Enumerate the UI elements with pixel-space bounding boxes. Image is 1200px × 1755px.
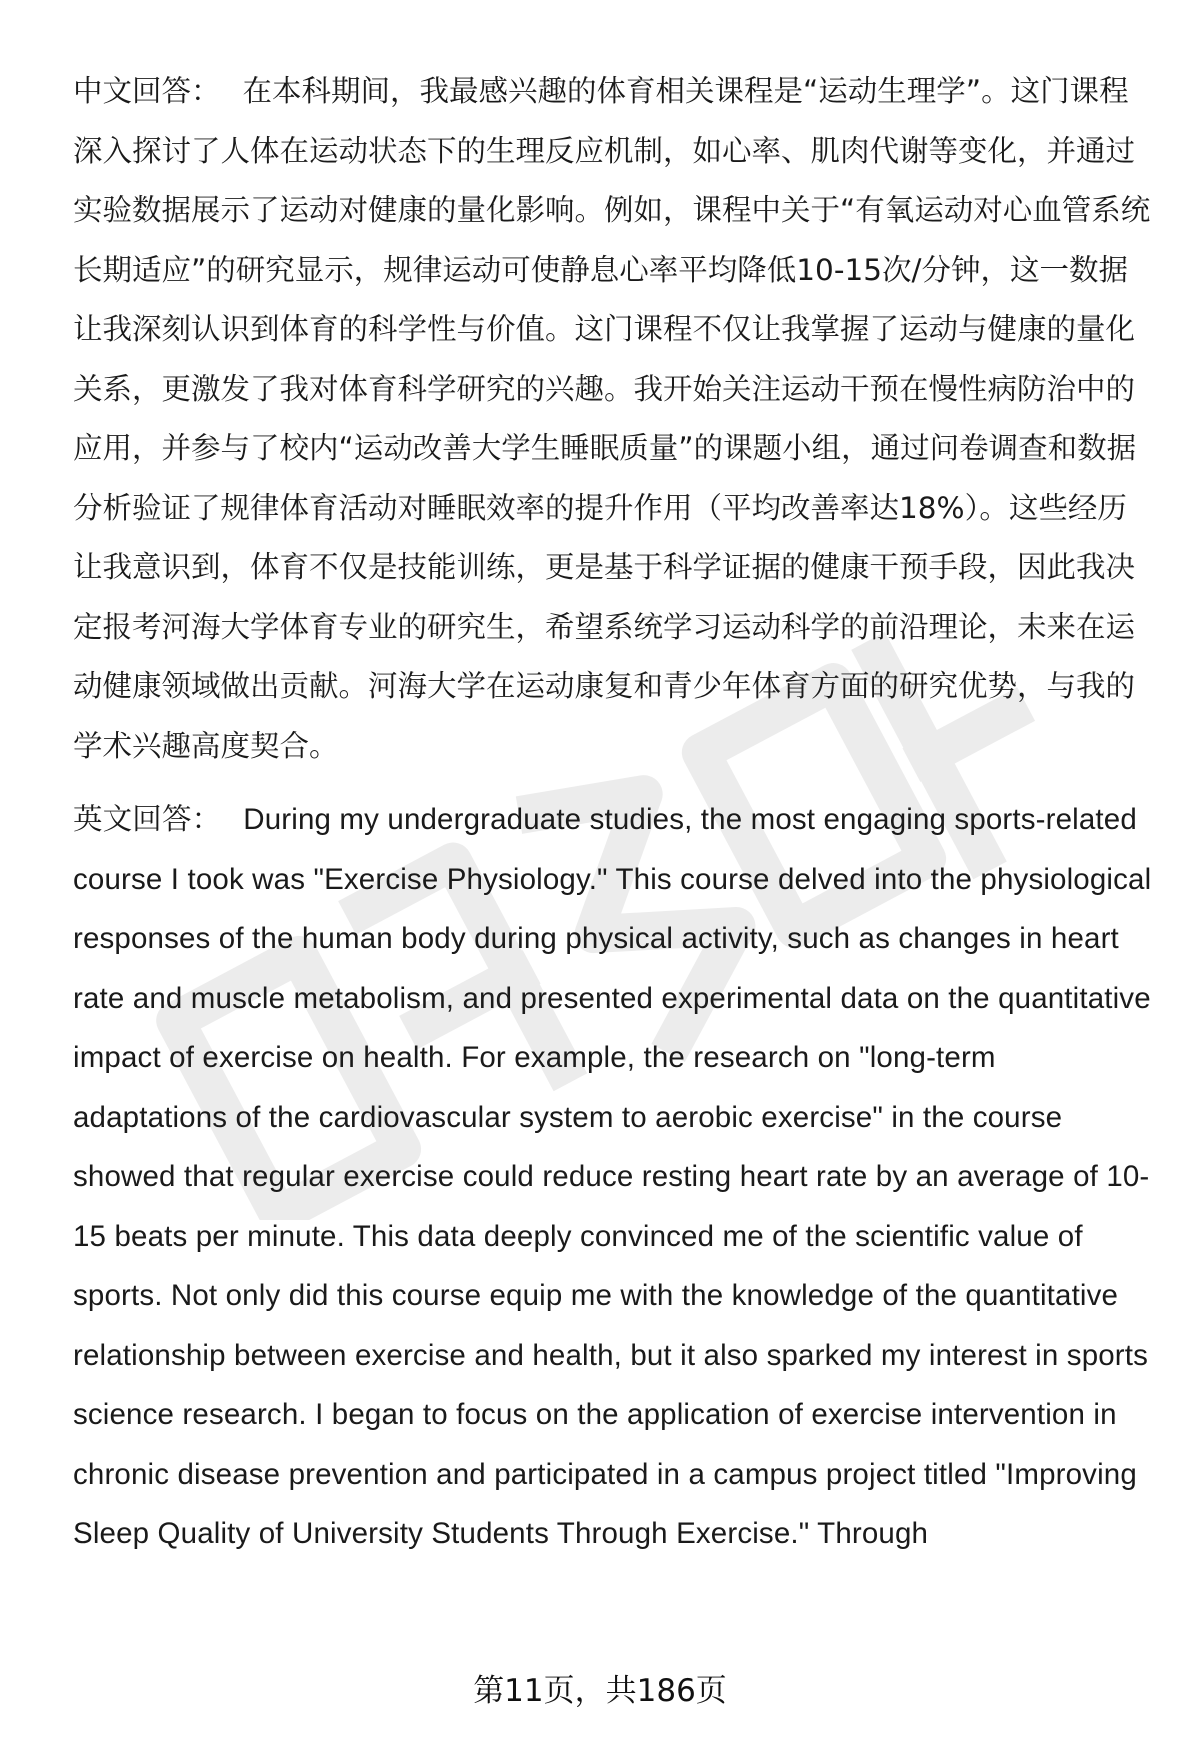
chinese-answer-paragraph — [73, 62, 1153, 776]
chinese-answer-text: 在本科期间，我最感兴趣的体育相关课程是“运动生理学”。这门课程深入探讨了人体在运动状态下的生理反应机制，如心率、肌肉代谢等变化，并通过实验数据展示了运动对健康的量化影响。例如，课程中关于“有氧运动对心血管系统长期适应”的研究显示，规律运动可使静息心率平均降低10-15次/分钟，这一数据让我深刻认识到体育的科学性与价值。这门课程不仅让我掌握了运动与健康的量化关系，更激发了我对体育科学研究的兴趣。我开始关注运动干预在慢性病防治中的应用，并参与了校内“运动改善大学生睡眠质量”的课题小组，通过问卷调查和数据分析验证了规律体育活动对睡眠效率的提升作用（平均改善率达18%）。这些经历让我意识到，体育不仅是技能训练，更是基于科学证据的健康干预手段，因此我决定报考河海大学体育专业的研究生，希望系统学习运动科学的前沿理论，未来在运动健康领域做出贡献。河海大学在运动康复和青少年体育方面的研究优势，与我的学术兴趣高度契合。 — [73, 74, 1151, 763]
document-body — [73, 62, 1153, 1564]
english-answer-text: During my undergraduate studies, the most engaging sports-related course I took was "Exercise Physiology." This course delved into the physiological responses of the human body during physical activity, such as changes in heart rate and muscle metabolism, and presented experimental data on the quantitative impact of exercise on health. For example, the research on "long-term adaptations of the cardiovascular system to aerobic exercise" in the course showed that regular exercise could reduce resting heart rate by an average of 10-15 beats per minute. This data deeply convinced me of the scientific value of sports. Not only did this course equip me with the knowledge of the quantitative relationship between exercise and health, but it also sparked my interest in sports science research. I began to focus on the application of exercise intervention in chronic disease prevention and participated in a campus project titled "Improving Sleep Quality of University Students Through Exercise." Through — [73, 803, 1152, 1550]
chinese-answer-label: 中文回答： — [73, 74, 221, 108]
page-indicator: 第11页，共186页 — [473, 1673, 727, 1709]
english-answer-label: 英文回答： — [73, 802, 222, 836]
english-answer-paragraph — [73, 790, 1153, 1564]
